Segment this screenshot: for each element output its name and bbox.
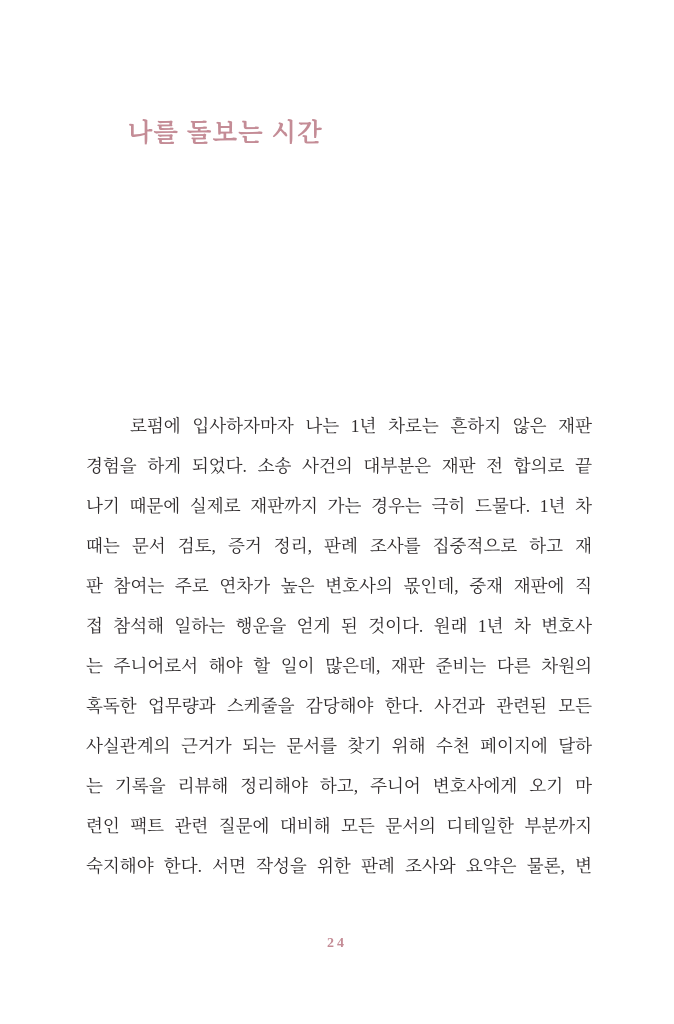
body-line: 련인 팩트 관련 질문에 대비해 모든 문서의 디테일한 부분까지	[86, 816, 592, 836]
body-line: 숙지해야 한다. 서면 작성을 위한 판례 조사와 요약은 물론, 변	[86, 856, 592, 876]
body-line: 사실관계의 근거가 되는 문서를 찾기 위해 수천 페이지에 달하	[86, 736, 592, 756]
body-line: 혹독한 업무량과 스케줄을 감당해야 한다. 사건과 관련된 모든	[86, 696, 592, 716]
page-number: 24	[327, 936, 347, 951]
body-line: 경험을 하게 되었다. 소송 사건의 대부분은 재판 전 합의로 끝	[86, 456, 592, 476]
body-line: 는 기록을 리뷰해 정리해야 하고, 주니어 변호사에게 오기 마	[86, 776, 592, 796]
body-line: 나기 때문에 실제로 재판까지 가는 경우는 극히 드물다. 1년 차	[86, 496, 592, 516]
body-line: 때는 문서 검토, 증거 정리, 판례 조사를 집중적으로 하고 재	[86, 536, 592, 556]
body-line: 는 주니어로서 해야 할 일이 많은데, 재판 준비는 다른 차원의	[86, 656, 592, 676]
chapter-title: 나를 돌보는 시간	[128, 119, 324, 147]
body-text	[86, 406, 592, 886]
body-line: 로펌에 입사하자마자 나는 1년 차로는 흔하지 않은 재판	[130, 416, 592, 436]
body-line: 접 참석해 일하는 행운을 얻게 된 것이다. 원래 1년 차 변호사	[86, 616, 592, 636]
body-line: 판 참여는 주로 연차가 높은 변호사의 몫인데, 중재 재판에 직	[86, 576, 592, 596]
